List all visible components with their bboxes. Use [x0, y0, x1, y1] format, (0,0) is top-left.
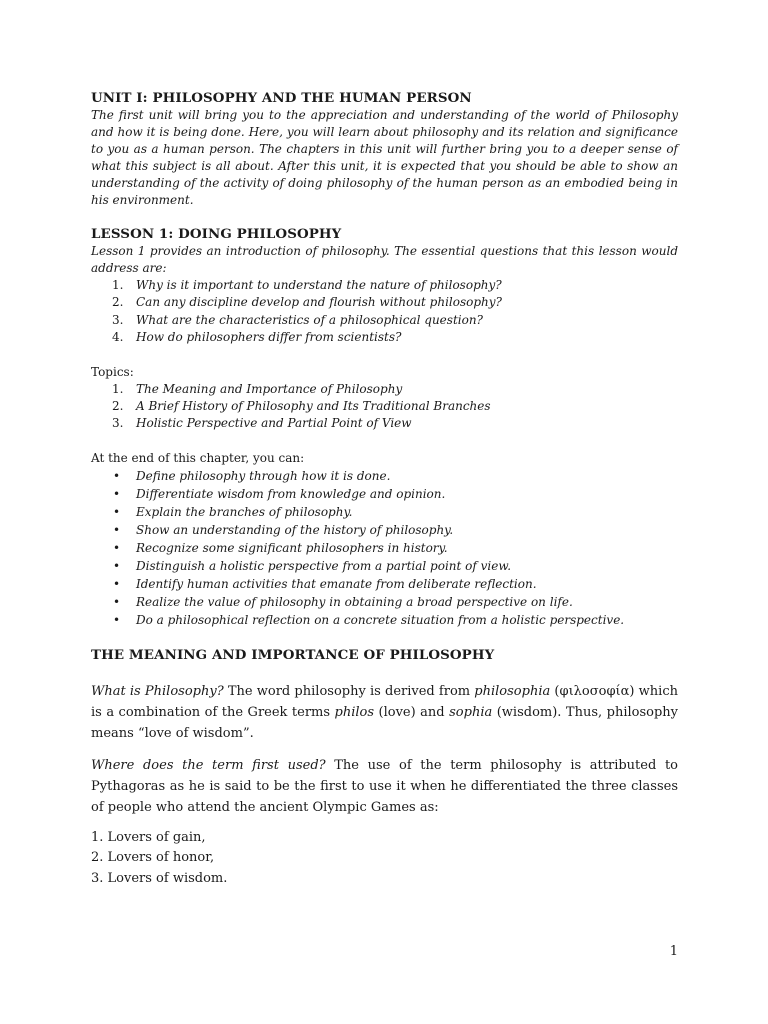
list-item: • Differentiate wisdom from knowledge and opinion.: [113, 486, 446, 501]
list-item: 3. What are the characteristics of a philosophical question?: [112, 312, 483, 327]
list-item: 3. Lovers of wisdom.: [91, 870, 228, 886]
list-item: 2. Lovers of honor,: [91, 850, 215, 866]
topics-list: [91, 381, 678, 433]
list-item: • Distinguish a holistic perspective from a partial point of view.: [113, 558, 512, 573]
list-item: 1. Lovers of gain,: [91, 829, 206, 845]
list-item: • Identify human activities that emanate from deliberate reflection.: [113, 576, 537, 591]
bullet-icon: •: [113, 576, 121, 591]
objectives-list: [91, 467, 678, 629]
bullet-icon: •: [113, 522, 121, 537]
document-page: [91, 90, 678, 889]
list-item: • Do a philosophical reflection on a concrete situation from a holistic perspective.: [113, 612, 625, 627]
bullet-icon: •: [113, 468, 121, 483]
bullet-icon: •: [113, 540, 121, 555]
unit-intro: The first unit will bring you to the appreciation and understanding of the world of Philosophy and how it is being done. Here, you will learn about philosophy and its relation and significance to you as a human person. The chapters in this unit will further bring you to a deeper sense of what this subject is all about. After this unit, it is expected that you should be able to show an understanding of the activity of doing philosophy of the human person as an embodied being in his environment.: [91, 108, 678, 207]
list-item: 4. How do philosophers differ from scientists?: [112, 330, 402, 345]
list-item: 2. A Brief History of Philosophy and Its Traditional Branches: [112, 399, 491, 414]
bullet-icon: •: [113, 504, 121, 519]
bullet-icon: •: [113, 558, 121, 573]
list-item: • Recognize some significant philosophers in history.: [113, 540, 448, 555]
list-item: 2. Can any discipline develop and flourish without philosophy?: [112, 295, 502, 310]
list-item: 1. Why is it important to understand the nature of philosophy?: [112, 278, 502, 292]
meaning-paragraph-1: What is Philosophy? The word philosophy is derived from philosophia (φιλοσοφία) which is a combination of the Greek terms philos (love) and sophia (wisdom). Thus, philosophy means “love of wisdom”.: [91, 683, 678, 741]
bullet-icon: •: [113, 486, 121, 501]
bullet-icon: •: [113, 612, 121, 627]
meaning-heading: THE MEANING AND IMPORTANCE OF PHILOSOPHY: [91, 646, 495, 663]
classes-list: [91, 828, 678, 890]
objectives-label: At the end of this chapter, you can:: [91, 450, 305, 465]
list-item: • Realize the value of philosophy in obtaining a broad perspective on life.: [113, 594, 573, 609]
list-item: 3. Holistic Perspective and Partial Point of View: [112, 416, 412, 431]
unit-heading: UNIT I: PHILOSOPHY AND THE HUMAN PERSON: [91, 90, 472, 106]
bullet-icon: •: [113, 594, 121, 609]
page-number: 1: [669, 944, 678, 959]
list-item: • Explain the branches of philosophy.: [113, 504, 353, 519]
lesson-intro: Lesson 1 provides an introduction of philosophy. The essential questions that this lesson would address are:: [91, 244, 678, 275]
meaning-paragraph-2: Where does the term first used? The use of the term philosophy is attributed to Pythagoras as he is said to be the first to use it when he differentiated the three classes of people who attend the ancient Olympic Games as:: [91, 757, 678, 815]
list-item: • Define philosophy through how it is done.: [113, 468, 391, 483]
lesson-heading: LESSON 1: DOING PHILOSOPHY: [91, 226, 342, 242]
list-item: 1. The Meaning and Importance of Philosophy: [112, 381, 403, 396]
topics-label: Topics:: [91, 364, 134, 379]
list-item: • Show an understanding of the history of philosophy.: [113, 522, 454, 537]
essential-questions-list: [91, 277, 678, 347]
